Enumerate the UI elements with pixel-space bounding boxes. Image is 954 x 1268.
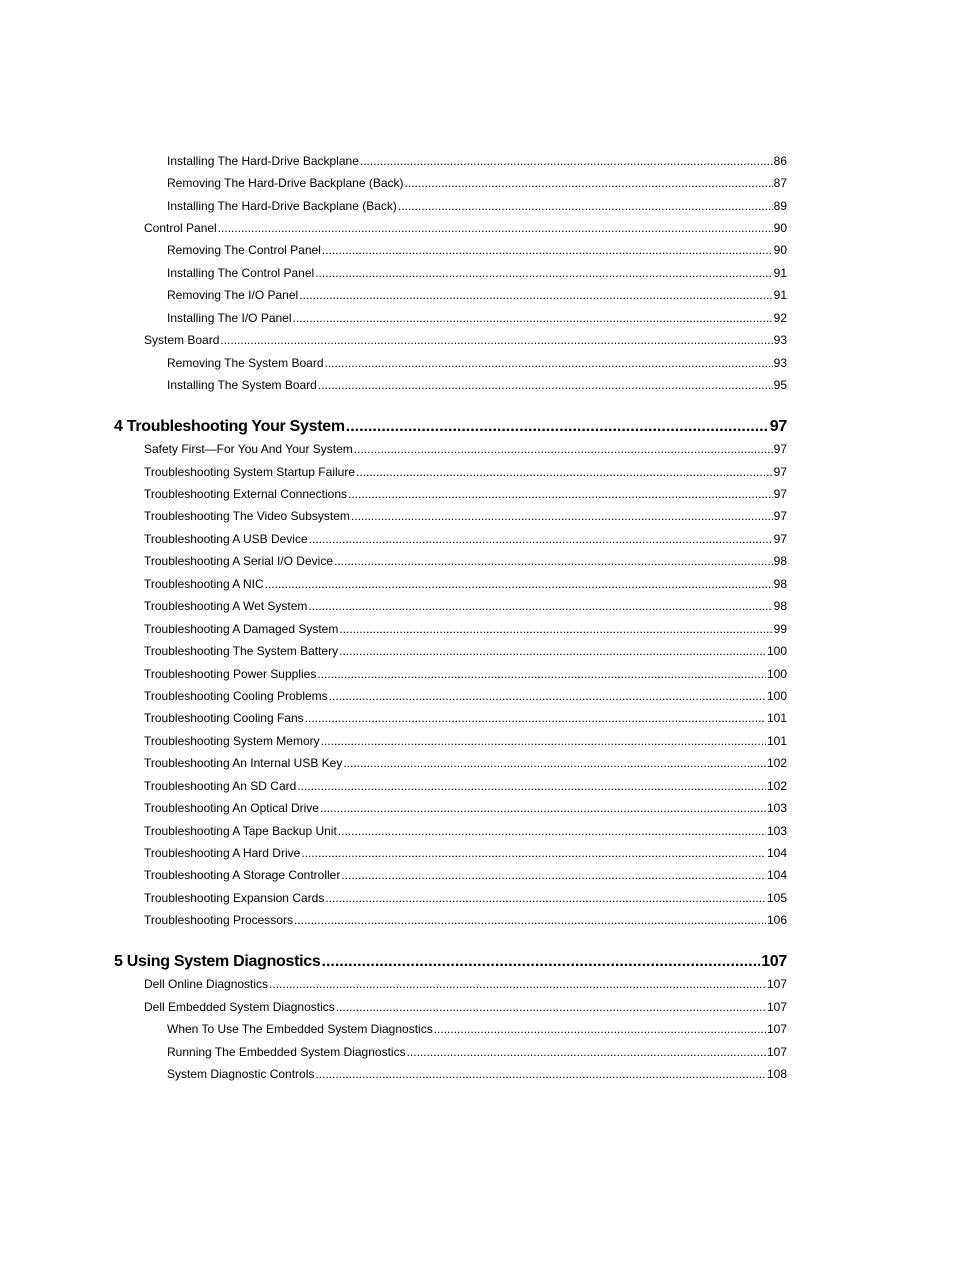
toc-dot-leader — [265, 576, 773, 592]
toc-entry[interactable] — [144, 867, 787, 883]
toc-page-number: 107 — [761, 953, 787, 970]
toc-dot-leader — [346, 417, 769, 437]
toc-chapter-entry[interactable] — [114, 417, 787, 437]
toc-entry-title: Troubleshooting Cooling Problems — [144, 689, 328, 703]
toc-entry-title: 4 Troubleshooting Your System — [114, 418, 345, 435]
toc-page-number: 99 — [773, 622, 787, 636]
toc-page-number: 91 — [773, 288, 787, 302]
toc-entry[interactable] — [167, 242, 787, 258]
toc-entry[interactable] — [167, 198, 787, 214]
toc-page-number: 90 — [773, 221, 787, 235]
toc-dot-leader — [299, 287, 772, 303]
toc-entry[interactable] — [144, 508, 787, 524]
toc-entry-title: Removing The Control Panel — [167, 243, 321, 257]
toc-entry[interactable] — [167, 355, 787, 371]
toc-entry-title: Troubleshooting A USB Device — [144, 532, 308, 546]
toc-page-number: 101 — [766, 734, 787, 748]
toc-dot-leader — [354, 441, 773, 457]
toc-page-number: 106 — [766, 913, 787, 927]
toc-dot-leader — [309, 531, 773, 547]
toc-dot-leader — [325, 355, 773, 371]
toc-dot-leader — [339, 621, 772, 637]
toc-page-number: 107 — [766, 977, 787, 991]
toc-dot-leader — [398, 198, 773, 214]
toc-page-number: 86 — [773, 154, 787, 168]
toc-entry[interactable] — [144, 976, 787, 992]
toc-page-number: 90 — [773, 243, 787, 257]
toc-entry-title: Dell Embedded System Diagnostics — [144, 1000, 335, 1014]
toc-entry-title: Removing The System Board — [167, 356, 324, 370]
toc-dot-leader — [305, 710, 766, 726]
toc-entry-title: Running The Embedded System Diagnostics — [167, 1045, 406, 1059]
toc-dot-leader — [320, 800, 766, 816]
toc-entry[interactable] — [144, 890, 787, 906]
toc-entry[interactable] — [167, 265, 787, 281]
toc-dot-leader — [343, 755, 766, 771]
toc-page-number: 95 — [773, 378, 787, 392]
toc-entry[interactable] — [144, 755, 787, 771]
toc-dot-leader — [405, 175, 773, 191]
toc-page-number: 89 — [773, 199, 787, 213]
toc-dot-leader — [269, 976, 766, 992]
toc-entry-title: Safety First—For You And Your System — [144, 442, 353, 456]
toc-page-number: 93 — [773, 356, 787, 370]
toc-dot-leader — [321, 733, 766, 749]
toc-entry-title: Troubleshooting External Connections — [144, 487, 348, 501]
toc-dot-leader — [301, 845, 766, 861]
toc-page-number: 98 — [773, 599, 787, 613]
toc-entry-title: Troubleshooting A Serial I/O Device — [144, 554, 333, 568]
toc-entry-title: Troubleshooting An Internal USB Key — [144, 756, 343, 770]
toc-entry-title: Removing The I/O Panel — [167, 288, 299, 302]
toc-entry[interactable] — [144, 621, 787, 637]
toc-entry-title: System Board — [144, 333, 220, 347]
toc-page-number: 97 — [769, 418, 787, 435]
toc-dot-leader — [341, 867, 766, 883]
toc-page-number: 108 — [766, 1067, 787, 1081]
toc-dot-leader — [297, 778, 766, 794]
toc-entry-title: Troubleshooting System Startup Failure — [144, 465, 355, 479]
toc-page-number: 91 — [773, 266, 787, 280]
toc-entry[interactable] — [144, 531, 787, 547]
toc-entry[interactable] — [144, 643, 787, 659]
toc-entry[interactable] — [144, 553, 787, 569]
toc-entry[interactable] — [167, 1021, 787, 1037]
toc-page-number: 97 — [773, 487, 787, 501]
toc-entry[interactable] — [144, 710, 787, 726]
toc-entry[interactable] — [167, 287, 787, 303]
toc-entry-title: Troubleshooting The Video Subsystem — [144, 509, 350, 523]
toc-page-number: 92 — [773, 311, 787, 325]
toc-entry[interactable] — [144, 778, 787, 794]
toc-dot-leader — [336, 999, 766, 1015]
toc-dot-leader — [317, 666, 766, 682]
toc-dot-leader — [294, 912, 766, 928]
toc-entry[interactable] — [144, 332, 787, 348]
toc-entry-title: Troubleshooting A NIC — [144, 577, 264, 591]
toc-dot-leader — [351, 508, 773, 524]
toc-entry-title: Troubleshooting Cooling Fans — [144, 711, 304, 725]
toc-entry-title: Troubleshooting System Memory — [144, 734, 320, 748]
toc-entry[interactable] — [167, 1066, 787, 1082]
toc-entry-title: When To Use The Embedded System Diagnostics — [167, 1022, 433, 1036]
toc-entry[interactable] — [144, 999, 787, 1015]
toc-entry-title: Troubleshooting A Tape Backup Unit — [144, 824, 337, 838]
toc-page-number: 101 — [766, 711, 787, 725]
toc-page-number: 100 — [766, 644, 787, 658]
toc-entry[interactable] — [167, 377, 787, 393]
toc-page-number: 98 — [773, 577, 787, 591]
toc-page-number: 97 — [773, 509, 787, 523]
toc-dot-leader — [356, 464, 773, 480]
toc-dot-leader — [315, 265, 772, 281]
toc-entry[interactable] — [167, 175, 787, 191]
toc-entry-title: Installing The System Board — [167, 378, 317, 392]
toc-entry[interactable] — [144, 845, 787, 861]
toc-page-number: 107 — [766, 1000, 787, 1014]
toc-page-number: 100 — [766, 667, 787, 681]
toc-entry-title: Troubleshooting A Damaged System — [144, 622, 339, 636]
toc-entry-title: Dell Online Diagnostics — [144, 977, 269, 991]
toc-entry[interactable] — [144, 688, 787, 704]
toc-entry[interactable] — [144, 598, 787, 614]
toc-entry-title: Troubleshooting The System Battery — [144, 644, 339, 658]
toc-entry[interactable] — [144, 666, 787, 682]
toc-entry-title: Installing The Hard-Drive Backplane — [167, 154, 359, 168]
toc-page-number: 87 — [773, 176, 787, 190]
toc-page-number: 103 — [766, 824, 787, 838]
toc-entry-title: Control Panel — [144, 221, 217, 235]
toc-page-number: 98 — [773, 554, 787, 568]
toc-dot-leader — [218, 220, 773, 236]
toc-page-number: 103 — [766, 801, 787, 815]
toc-entry-title: Troubleshooting Processors — [144, 913, 293, 927]
toc-dot-leader — [325, 890, 766, 906]
toc-entry-title: Installing The I/O Panel — [167, 311, 292, 325]
toc-dot-leader — [334, 553, 773, 569]
toc-entry[interactable] — [144, 486, 787, 502]
toc-entry[interactable] — [144, 912, 787, 928]
toc-entry-title: System Diagnostic Controls — [167, 1067, 315, 1081]
toc-entry[interactable] — [167, 1044, 787, 1060]
toc-dot-leader — [434, 1021, 766, 1037]
toc-entry-title: Troubleshooting An SD Card — [144, 779, 297, 793]
toc-entry-title: Troubleshooting An Optical Drive — [144, 801, 319, 815]
toc-page-number: 100 — [766, 689, 787, 703]
toc-entry-title: Removing The Hard-Drive Backplane (Back) — [167, 176, 404, 190]
toc-entry[interactable] — [144, 800, 787, 816]
toc-dot-leader — [293, 310, 773, 326]
toc-dot-leader — [407, 1044, 766, 1060]
toc-dot-leader — [220, 332, 772, 348]
toc-entry[interactable] — [144, 823, 787, 839]
toc-chapter-entry[interactable] — [114, 952, 787, 972]
toc-dot-leader — [322, 242, 773, 258]
toc-entry-title: Installing The Hard-Drive Backplane (Back) — [167, 199, 397, 213]
toc-entry-title: Troubleshooting A Storage Controller — [144, 868, 341, 882]
toc-entry[interactable] — [167, 310, 787, 326]
toc-page-number: 102 — [766, 756, 787, 770]
toc-page-number: 93 — [773, 333, 787, 347]
toc-entry-title: Troubleshooting A Wet System — [144, 599, 308, 613]
toc-entry[interactable] — [144, 576, 787, 592]
toc-dot-leader — [339, 643, 766, 659]
toc-page-number: 97 — [773, 532, 787, 546]
toc-dot-leader — [308, 598, 772, 614]
toc-page-number: 104 — [766, 846, 787, 860]
toc-entry-title: Installing The Control Panel — [167, 266, 315, 280]
toc-dot-leader — [329, 688, 766, 704]
toc-dot-leader — [360, 153, 773, 169]
toc-dot-leader — [315, 1066, 766, 1082]
toc-dot-leader — [322, 952, 761, 972]
toc-page-number: 107 — [766, 1045, 787, 1059]
toc-page-number: 97 — [773, 465, 787, 479]
toc-entry[interactable] — [144, 464, 787, 480]
toc-entry[interactable] — [167, 153, 787, 169]
toc-entry-title: Troubleshooting Expansion Cards — [144, 891, 325, 905]
toc-entry-title: Troubleshooting A Hard Drive — [144, 846, 301, 860]
toc-entry-title: 5 Using System Diagnostics — [114, 953, 321, 970]
toc-entry[interactable] — [144, 441, 787, 457]
toc-page-number: 105 — [766, 891, 787, 905]
toc-page-number: 97 — [773, 442, 787, 456]
toc-page-number: 104 — [766, 868, 787, 882]
toc-page-number: 102 — [766, 779, 787, 793]
toc-page-number: 107 — [766, 1022, 787, 1036]
toc-dot-leader — [318, 377, 773, 393]
toc-dot-leader — [338, 823, 766, 839]
toc-dot-leader — [348, 486, 773, 502]
toc-entry-title: Troubleshooting Power Supplies — [144, 667, 317, 681]
toc-entry[interactable] — [144, 733, 787, 749]
toc-entry[interactable] — [144, 220, 787, 236]
